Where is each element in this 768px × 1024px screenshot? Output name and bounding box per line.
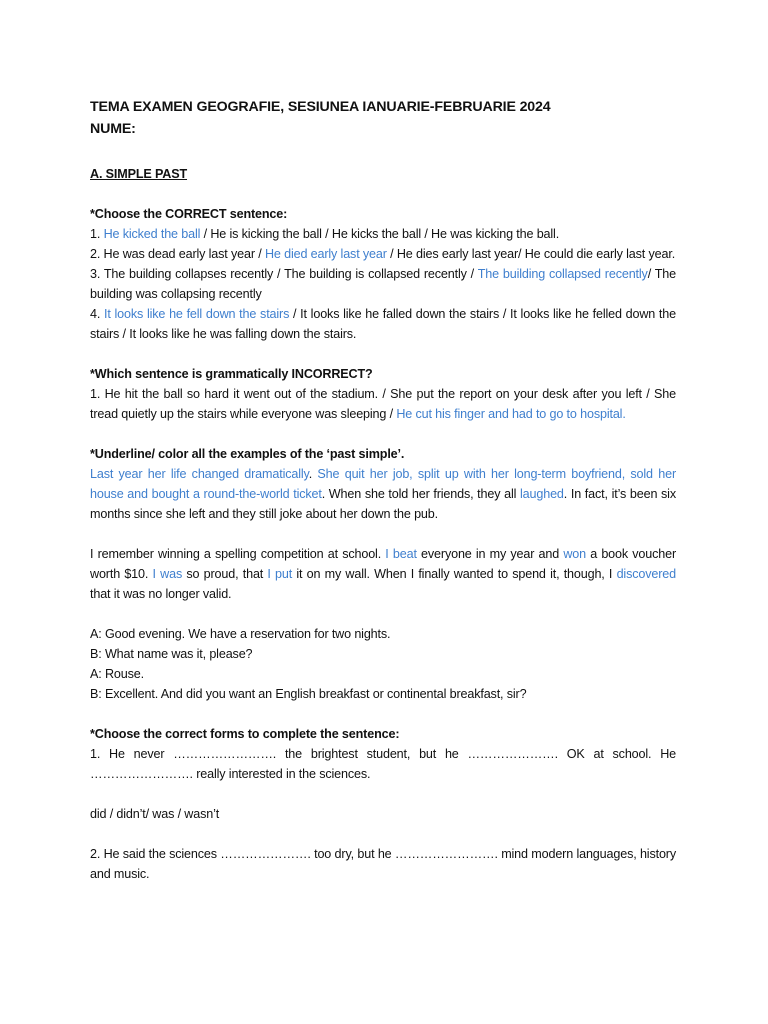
q1-heading: *Choose the CORRECT sentence: (90, 207, 288, 221)
q1-item-1-answer: He kicked the ball (103, 227, 201, 241)
q3-paragraph-1: Last year her life changed dramatically. She quit her job, split up with her long-term boyfriend, sold her house and bought a round-the-world ticket. When she told her friends, they all laughed. In fact, it’s been six months since she left and they still joke about her down the pub. (90, 467, 676, 521)
q4-heading: *Choose the correct forms to complete the sentence: (90, 727, 400, 741)
past-simple-highlight: Last year her life changed dramatically (90, 467, 309, 481)
dialogue-line: A: Rouse. (90, 667, 144, 681)
q1-item-1: 1. He kicked the ball / He is kicking the ball / He kicks the ball / He was kicking the ball. (90, 227, 560, 241)
dialogue-line: B: What name was it, please? (90, 647, 253, 661)
document-title: TEMA EXAMEN GEOGRAFIE, SESIUNEA IANUARIE-FEBRUARIE 2024 (90, 99, 551, 115)
past-simple-highlight: won (563, 547, 586, 561)
q2-heading: *Which sentence is grammatically INCORRECT? (90, 367, 373, 381)
section-a-heading: A. SIMPLE PAST (90, 167, 188, 181)
name-label: NUME: (90, 121, 136, 137)
q3-heading: *Underline/ color all the examples of the ‘past simple’. (90, 447, 405, 461)
dialogue-line: B: Excellent. And did you want an English breakfast or continental breakfast, sir? (90, 687, 527, 701)
past-simple-highlight: I beat (385, 547, 417, 561)
past-simple-highlight: I put (267, 567, 293, 581)
past-simple-highlight: laughed (520, 487, 564, 501)
past-simple-highlight: She quit her job, split up with her long-term boyfriend, sold her house and bought a round-the-world ticket (90, 467, 676, 501)
q4-item-1: 1. He never ……………………. the brightest student, but he …………………. OK at school. He ……………………. really interested in the sciences. (90, 747, 676, 781)
q4-options: did / didn’t/ was / wasn’t (90, 807, 220, 821)
q3-paragraph-2: I remember winning a spelling competition at school. I beat everyone in my year and won a book voucher worth $10. I was so proud, that I put it on my wall. When I finally wanted to spend it, though, I discovered that it was no longer valid. (90, 547, 677, 601)
q1-item-4-answer: It looks like he fell down the stairs (104, 307, 290, 321)
q2-text: 1. He hit the ball so hard it went out of the stadium. / She put the report on your desk after you left / She tread quietly up the stairs while everyone was sleeping / He cut his finger and had to go to hospital. (90, 387, 676, 421)
q1-item-2-answer: He died early last year (264, 247, 387, 261)
past-simple-highlight: I was (152, 567, 183, 581)
q2-answer: He cut his finger and had to go to hospital. (396, 407, 626, 421)
q1-item-3: 3. The building collapses recently / The building is collapsed recently / The building collapsed recently/ The building was collapsing recently (90, 267, 676, 301)
dialogue-line: A: Good evening. We have a reservation for two nights. (90, 627, 391, 641)
q1-item-3-answer: The building collapsed recently (477, 267, 648, 281)
document-body (90, 96, 676, 884)
q4-item-2: 2. He said the sciences …………………. too dry, but he ……………………. mind modern languages, history and music. (90, 847, 676, 881)
q1-item-2: 2. He was dead early last year / He died early last year / He dies early last year/ He could die early last year. (90, 247, 676, 261)
past-simple-highlight: discovered (616, 567, 676, 581)
q1-item-4: 4. It looks like he fell down the stairs / It looks like he falled down the stairs / It looks like he felled down the stairs / It looks like he was falling down the stairs. (90, 307, 676, 341)
